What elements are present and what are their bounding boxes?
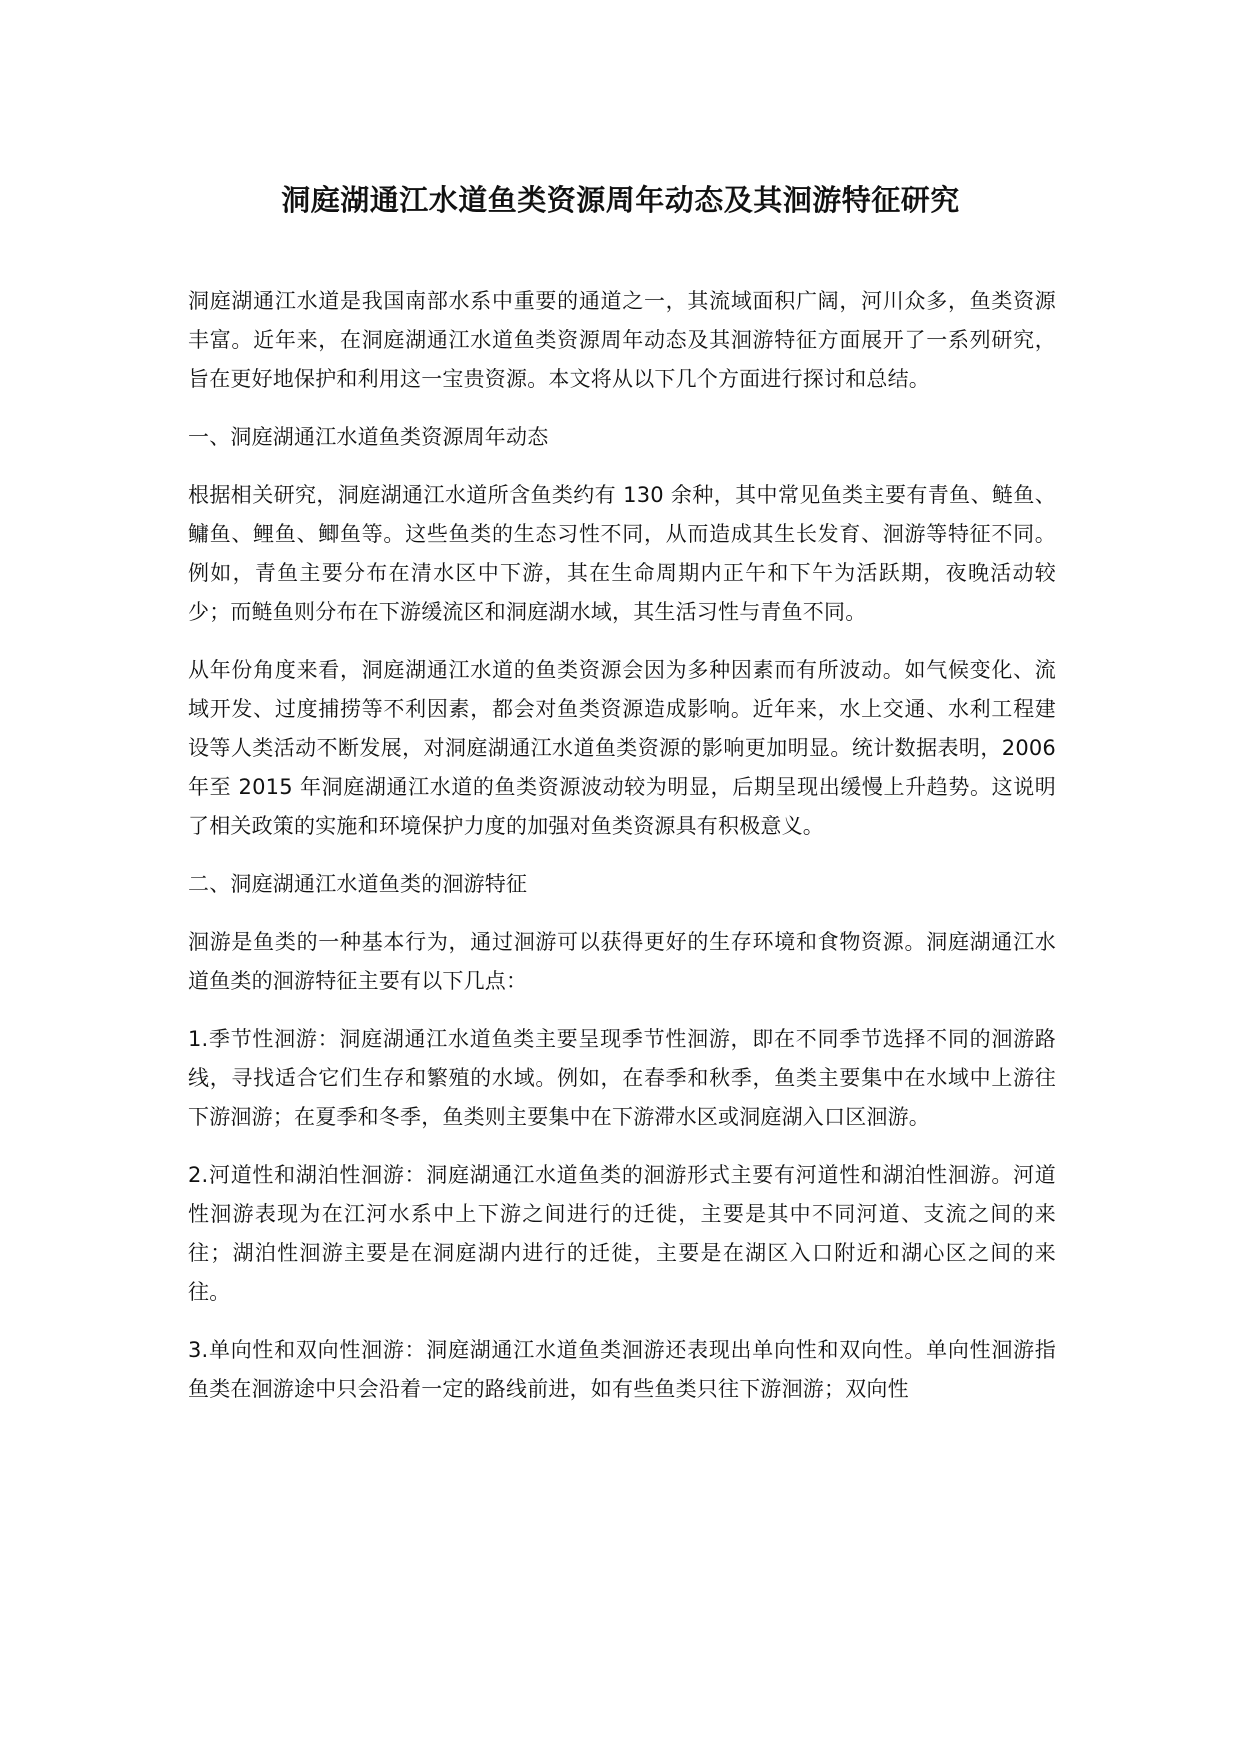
list-item-seasonal: 1.季节性洄游：洞庭湖通江水道鱼类主要呈现季节性洄游，即在不同季节选择不同的洄游路线，寻找适合它们生存和繁殖的水域。例如，在春季和秋季，鱼类主要集中在水域中上游往下游洄游；在夏季和冬季，鱼类则主要集中在下游滞水区或洞庭湖入口区洄游。 [188,1027,1056,1129]
paragraph-intro: 洞庭湖通江水道是我国南部水系中重要的通道之一，其流域面积广阔，河川众多，鱼类资源丰富。近年来，在洞庭湖通江水道鱼类资源周年动态及其洄游特征方面展开了一系列研究，旨在更好地保护和利用这一宝贵资源。本文将从以下几个方面进行探讨和总结。 [188,289,1056,391]
paragraph-species: 根据相关研究，洞庭湖通江水道所含鱼类约有 130 余种，其中常见鱼类主要有青鱼、鲢鱼、鳙鱼、鲤鱼、鲫鱼等。这些鱼类的生态习性不同，从而造成其生长发育、洄游等特征不同。例如，青鱼主要分布在清水区中下游，其在生命周期内正午和下午为活跃期，夜晚活动较少；而鲢鱼则分布在下游缓流区和洞庭湖水域，其生活习性与青鱼不同。 [188,483,1056,624]
list-item-direction: 3.单向性和双向性洄游：洞庭湖通江水道鱼类洄游还表现出单向性和双向性。单向性洄游指鱼类在洄游途中只会沿着一定的路线前进，如有些鱼类只往下游洄游；双向性 [188,1338,1056,1401]
paragraph-yearly-trend: 从年份角度来看，洞庭湖通江水道的鱼类资源会因为多种因素而有所波动。如气候变化、流域开发、过度捕捞等不利因素，都会对鱼类资源造成影响。近年来，水上交通、水利工程建设等人类活动不断发展，对洞庭湖通江水道鱼类资源的影响更加明显。统计数据表明，2006 年至 2015 年洞庭湖通江水道的鱼类资源波动较为明显，后期呈现出缓慢上升趋势。这说明了相关政策的实施和环境保护力度的加强对鱼类资源具有积极意义。 [188,658,1056,838]
section-heading-1: 一、洞庭湖通江水道鱼类资源周年动态 [188,425,549,449]
document-body [188,282,1056,1428]
document-title: 洞庭湖通江水道鱼类资源周年动态及其洄游特征研究 [281,183,960,217]
paragraph-migration-intro: 洄游是鱼类的一种基本行为，通过洄游可以获得更好的生存环境和食物资源。洞庭湖通江水道鱼类的洄游特征主要有以下几点： [188,930,1056,993]
section-heading-2: 二、洞庭湖通江水道鱼类的洄游特征 [188,872,528,896]
list-item-river-lake: 2.河道性和湖泊性洄游：洞庭湖通江水道鱼类的洄游形式主要有河道性和湖泊性洄游。河道性洄游表现为在江河水系中上下游之间进行的迁徙，主要是其中不同河道、支流之间的来往；湖泊性洄游主要是在洞庭湖内进行的迁徙，主要是在湖区入口附近和湖心区之间的来往。 [188,1163,1056,1304]
